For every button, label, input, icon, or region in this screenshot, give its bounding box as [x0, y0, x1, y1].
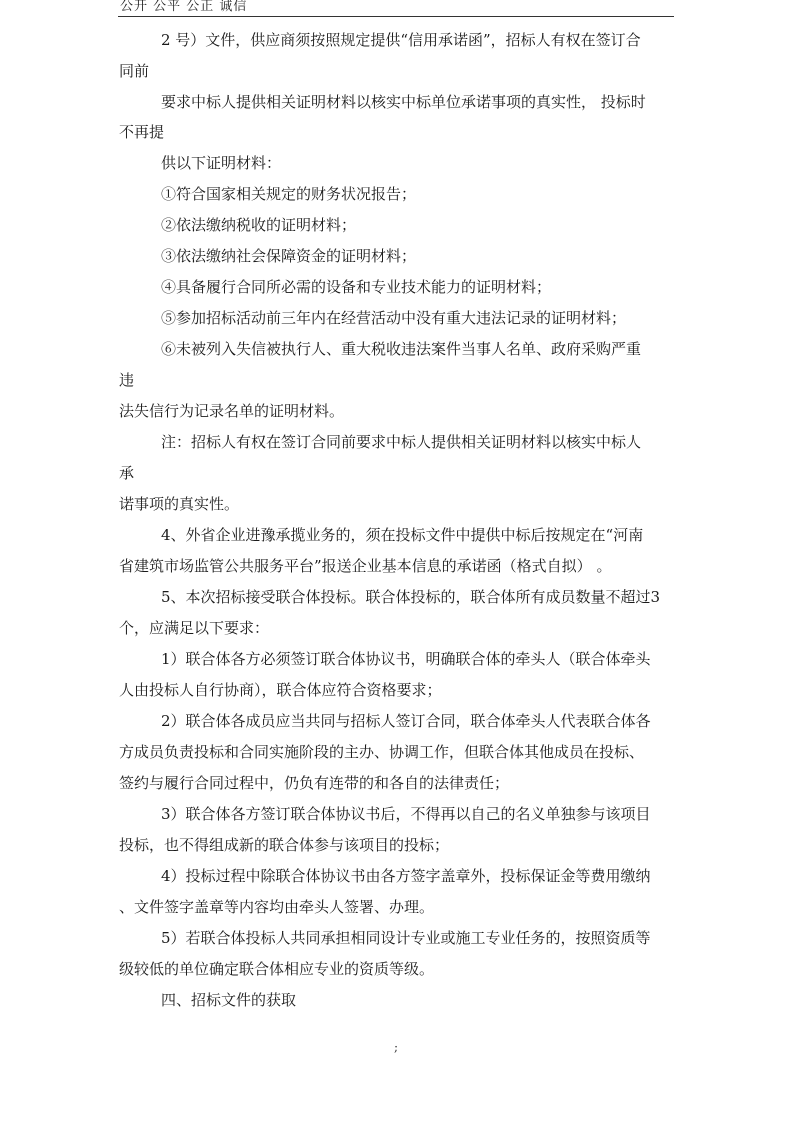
section-heading: 四、招标文件的获取 [161, 991, 297, 1009]
text-line: 4）投标过程中除联合体协议书由各方签字盖章外，投标保证金等费用缴纳 [161, 867, 651, 885]
text-line: 5）若联合体投标人共同承担相同设计专业或施工专业任务的，按照资质等 [161, 929, 651, 947]
text-line: 1）联合体各方必须签订联合体协议书，明确联合体的牵头人（联合体牵头 [161, 650, 651, 668]
text-line: 4、外省企业进豫承揽业务的，须在投标文件中提供中标后按规定在“河南 [161, 526, 644, 544]
text-line: 2 号）文件，供应商须按照规定提供“信用承诺函”，招标人有权在签订合 [161, 31, 641, 49]
text-line: 方成员负责投标和合同实施阶段的主办、协调工作，但联合体其他成员在投标、 [119, 743, 645, 761]
page-header [118, 0, 674, 17]
text-line: 5、本次招标接受联合体投标。联合体投标的，联合体所有成员数量不超过3 [161, 588, 661, 606]
text-line: ④具备履行合同所必需的设备和专业技术能力的证明材料； [161, 278, 552, 296]
text-line: 法失信行为记录名单的证明材料。 [119, 402, 345, 420]
text-line: 同前 [119, 62, 150, 80]
text-line: 违 [119, 371, 135, 389]
text-line: 不再提 [119, 123, 165, 141]
text-line: 承 [119, 464, 135, 482]
text-line: 、文件签字盖章等内容均由牵头人签署、办理。 [119, 898, 435, 916]
text-line: ③依法缴纳社会保障资金的证明材料； [161, 247, 417, 265]
text-line: 投标，也不得组成新的联合体参与该项目的投标； [119, 836, 450, 854]
text-line: ②依法缴纳税收的证明材料； [161, 216, 357, 234]
header-motto: 公开 公平 公正 诚信 [120, 0, 248, 14]
text-line: 诺事项的真实性。 [119, 495, 240, 513]
page-footer-mark: ; [394, 1040, 399, 1054]
text-line: 人由投标人自行协商），联合体应符合资格要求； [119, 681, 442, 699]
text-line: 要求中标人提供相关证明材料以核实中标单位承诺事项的真实性， 投标时 [161, 93, 646, 111]
text-line: 2）联合体各成员应当共同与招标人签订合同，联合体牵头人代表联合体各 [161, 712, 651, 730]
text-line: ⑥未被列入失信被执行人、重大税收违法案件当事人名单、政府采购严重 [161, 340, 642, 358]
text-line: 供以下证明材料： [161, 154, 282, 172]
text-line: 级较低的单位确定联合体相应专业的资质等级。 [119, 960, 435, 978]
text-line: 3）联合体各方签订联合体协议书后，不得再以自己的名义单独参与该项目 [161, 805, 651, 823]
text-line: ⑤参加招标活动前三年内在经营活动中没有重大违法记录的证明材料； [161, 309, 627, 327]
text-line: ①符合国家相关规定的财务状况报告； [161, 185, 417, 203]
text-line: 个，应满足以下要求： [119, 619, 270, 637]
text-line: 签约与履行合同过程中，仍负有连带的和各自的法律责任； [119, 774, 510, 792]
text-line: 省建筑市场监管公共服务平台”报送企业基本信息的承诺函（格式自拟） 。 [119, 557, 612, 575]
text-line: 注：招标人有权在签订合同前要求中标人提供相关证明材料以核实中标人 [161, 433, 642, 451]
